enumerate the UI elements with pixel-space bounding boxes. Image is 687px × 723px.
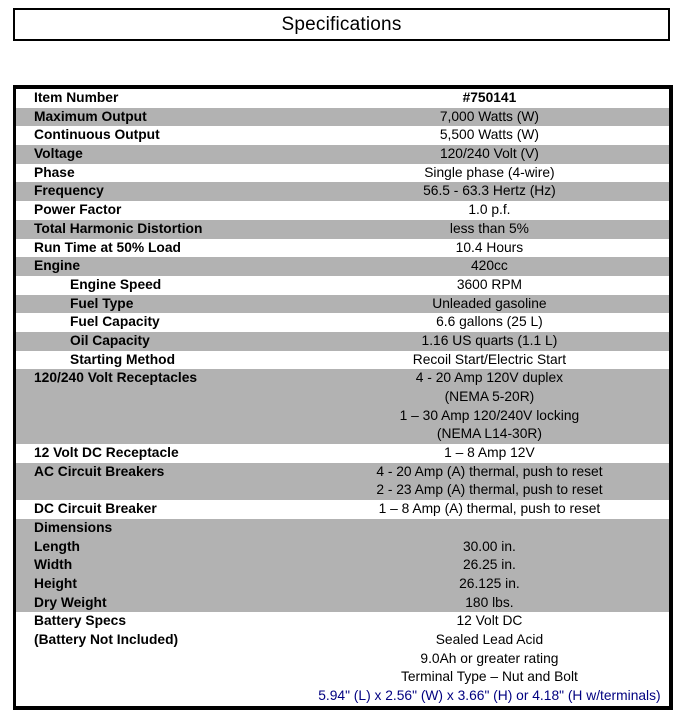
spec-label (16, 257, 310, 276)
spec-value-line: 4 - 20 Amp 120V duplex (415, 370, 564, 386)
spec-value-line: 7,000 Watts (W) (439, 108, 539, 124)
spec-label (16, 444, 310, 463)
spec-label (16, 332, 310, 351)
table-row (16, 575, 669, 594)
spec-value-line: 1.16 US quarts (1.1 L) (421, 332, 558, 348)
spec-value (310, 444, 669, 463)
spec-value-line: (NEMA 5-20R) (444, 389, 535, 404)
table-row (16, 220, 669, 239)
spec-label-line: Run Time at 50% Load (34, 239, 181, 255)
spec-label-line: Battery Specs (34, 613, 127, 629)
spec-value-line: 3600 RPM (456, 276, 523, 292)
spec-value (310, 239, 669, 258)
spec-label-line: Power Factor (34, 202, 122, 218)
spec-label-line: Frequency (34, 183, 104, 199)
spec-label-line: Fuel Capacity (70, 314, 160, 330)
spec-value-line: less than 5% (449, 220, 529, 236)
spec-value-line: 5.94" (L) x 2.56" (W) x 3.66" (H) or 4.18" (H w/terminals) (318, 688, 661, 703)
table-row (16, 108, 669, 127)
spec-label-line: Total Harmonic Distortion (34, 220, 203, 236)
spec-value-line: 10.4 Hours (455, 239, 524, 255)
spec-value (310, 594, 669, 613)
spec-label-line: Voltage (34, 146, 83, 162)
spec-value-line: 5,500 Watts (W) (439, 127, 539, 143)
table-row (16, 201, 669, 220)
spec-value-line: 2 - 23 Amp (A) thermal, push to reset (376, 482, 603, 498)
spec-value (310, 164, 669, 183)
spec-label-line: DC Circuit Breaker (34, 501, 157, 517)
spec-label-line: 120/240 Volt Receptacles (34, 370, 198, 386)
spec-label (16, 351, 310, 370)
table-row (16, 538, 669, 557)
table-row (16, 257, 669, 276)
spec-value (310, 612, 669, 705)
spec-value-line: (NEMA L14-30R) (436, 426, 542, 442)
spec-label (16, 369, 310, 388)
spec-label (16, 126, 310, 145)
table-row (16, 463, 669, 500)
table-row (16, 500, 669, 519)
spec-label-line: 12 Volt DC Receptacle (34, 445, 179, 461)
table-row (16, 444, 669, 463)
spec-value (310, 556, 669, 575)
spec-label (16, 556, 310, 575)
table-row (16, 369, 669, 444)
spec-value (310, 276, 669, 295)
spec-label (16, 182, 310, 201)
spec-value (310, 220, 669, 239)
spec-value-line: 26.125 in. (459, 575, 520, 591)
spec-value (310, 351, 669, 370)
spec-label-line: Dry Weight (34, 594, 107, 610)
spec-label (16, 201, 310, 220)
spec-value-line: Unleaded gasoline (432, 295, 547, 311)
spec-value (310, 257, 669, 276)
spec-value (310, 182, 669, 201)
spec-label-line: Phase (34, 164, 75, 180)
spec-value-line: 1 – 8 Amp 12V (444, 445, 535, 461)
spec-value-line: 1 – 8 Amp (A) thermal, push to reset (378, 501, 601, 517)
spec-value-line: Terminal Type – Nut and Bolt (400, 669, 578, 685)
spec-value-line: 120/240 Volt (V) (439, 146, 539, 162)
spec-value (310, 295, 669, 314)
spec-label (16, 575, 310, 594)
spec-label (16, 500, 310, 519)
spec-label (16, 89, 310, 108)
table-row (16, 351, 669, 370)
table-row (16, 313, 669, 332)
spec-label (16, 519, 310, 538)
spec-value (310, 463, 669, 500)
spec-table (13, 85, 673, 710)
spec-label-line: Starting Method (70, 351, 175, 367)
spec-label-line: Maximum Output (34, 108, 147, 124)
spec-label-line: Item Number (34, 90, 119, 105)
spec-label (16, 295, 310, 314)
table-row (16, 594, 669, 613)
spec-value-line: Single phase (4-wire) (424, 164, 555, 180)
spec-value (310, 108, 669, 127)
spec-label (16, 538, 310, 557)
spec-label-line: AC Circuit Breakers (34, 463, 165, 479)
spec-label-line: Continuous Output (34, 127, 160, 143)
spec-label (16, 313, 310, 332)
spec-label-line: Width (34, 557, 73, 573)
table-row (16, 295, 669, 314)
spec-value-line: 1.0 p.f. (468, 202, 511, 218)
table-row (16, 332, 669, 351)
spec-label (16, 220, 310, 239)
spec-value-line: 420cc (471, 258, 508, 274)
spec-value-line: 12 Volt DC (456, 613, 523, 629)
spec-table-body (16, 89, 669, 706)
spec-label-line: Oil Capacity (70, 332, 150, 348)
spec-value (310, 313, 669, 332)
table-row (16, 182, 669, 201)
spec-label (16, 463, 310, 482)
spec-value-line: 1 – 30 Amp 120/240V locking (399, 407, 580, 423)
table-row (16, 276, 669, 295)
spec-value-line: 4 - 20 Amp (A) thermal, push to reset (376, 463, 603, 479)
table-row (16, 145, 669, 164)
table-row (16, 89, 669, 108)
spec-value-line: Recoil Start/Electric Start (412, 351, 567, 367)
spec-value (310, 332, 669, 351)
spec-value-line: 6.6 gallons (25 L) (436, 314, 543, 330)
table-row (16, 556, 669, 575)
spec-label (16, 276, 310, 295)
spec-value-line: #750141 (462, 90, 517, 105)
spec-value (310, 126, 669, 145)
table-row (16, 612, 669, 705)
spec-label (16, 594, 310, 613)
table-row (16, 164, 669, 183)
spec-value (310, 538, 669, 557)
spec-label (16, 145, 310, 164)
spec-value (310, 145, 669, 164)
spec-value (310, 201, 669, 220)
page-title: Specifications (281, 13, 402, 35)
title-box (13, 8, 670, 41)
spec-label-line: (Battery Not Included) (34, 631, 179, 647)
spec-label-line: Engine Speed (70, 276, 162, 292)
spec-value-line: 30.00 in. (462, 538, 516, 554)
spec-value-line: 26.25 in. (462, 557, 516, 573)
spec-label (16, 108, 310, 127)
spec-label-line: Dimensions (34, 519, 113, 535)
table-row (16, 126, 669, 145)
table-row (16, 239, 669, 258)
spec-label (16, 612, 310, 649)
spec-value-line: Sealed Lead Acid (435, 631, 544, 647)
spec-value (310, 369, 669, 444)
spec-value (310, 500, 669, 519)
spec-label-line: Length (34, 538, 80, 554)
table-row (16, 519, 669, 538)
spec-label-line: Height (34, 575, 77, 591)
spec-label-line: Fuel Type (70, 295, 134, 311)
spec-value-line: 56.5 - 63.3 Hertz (Hz) (423, 183, 556, 199)
spec-value-line: 180 lbs. (465, 594, 514, 610)
spec-label (16, 164, 310, 183)
spec-label-line: Engine (34, 258, 80, 274)
spec-value (310, 575, 669, 594)
spec-label (16, 239, 310, 258)
spec-value (310, 89, 669, 108)
spec-value-line: 9.0Ah or greater rating (420, 650, 559, 666)
